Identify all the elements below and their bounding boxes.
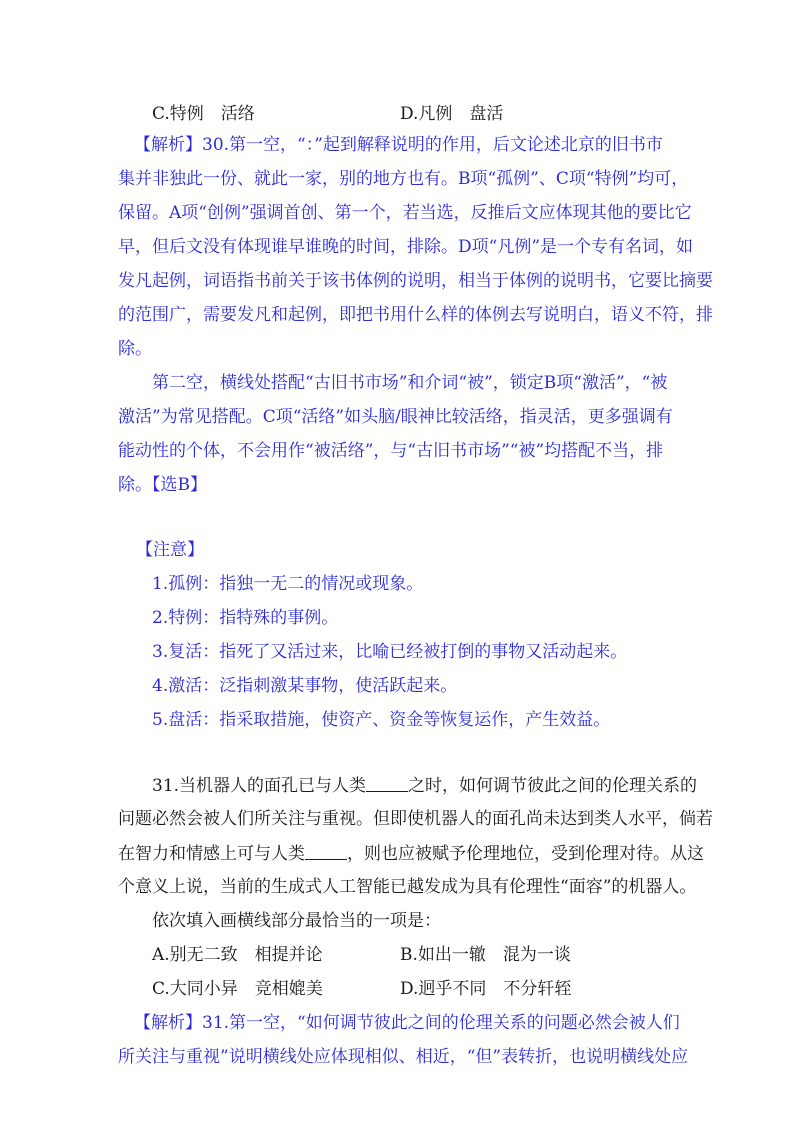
note-title: 【注意】 — [136, 540, 204, 560]
note-item: 1.孤例：指独一无二的情况或现象。 — [152, 574, 424, 594]
q31-stem-text: 在智力和情感上可与人类 — [118, 844, 305, 864]
q31-option-a: A.别无二致 相提并论 — [152, 945, 323, 965]
q31-stem-line-3 — [118, 841, 704, 866]
note-item: 3.复活：指死了又活过来，比喻已经被打倒的事物又活动起来。 — [152, 642, 628, 662]
q31-analysis-line: 【解析】31.第一空，“如何调节彼此之间的伦理关系的问题必然会被人们 — [134, 1013, 680, 1033]
blank-underline — [305, 841, 347, 860]
q31-option-c: C.大同小异 竞相媲美 — [152, 979, 323, 999]
q31-option-d: D.迥乎不同 不分轩轾 — [400, 979, 572, 999]
q30-analysis-line: 激活”为常见搭配。C项“活络”如头脑/眼神比较活络，指灵活，更多强调有 — [118, 407, 673, 427]
q31-option-b: B.如出一辙 混为一谈 — [400, 945, 571, 965]
q31-stem-line-4: 个意义上说，当前的生成式人工智能已越发成为具有伦理性“面容”的机器人。 — [118, 877, 697, 897]
q30-analysis-line: 除。 — [118, 339, 152, 359]
q31-prompt: 依次填入画横线部分最恰当的一项是： — [152, 911, 441, 931]
q31-stem-text: 31.当机器人的面孔已与人类 — [152, 776, 367, 796]
q30-analysis-line: 【解析】30.第一空，“：”起到解释说明的作用，后文论述北京的旧书市 — [134, 135, 663, 155]
q31-stem-text: 之时，如何调节彼此之间的伦理关系的 — [408, 776, 698, 796]
q30-analysis-line: 早，但后文没有体现谁早谁晚的时间，排除。D项“凡例”是一个专有名词，如 — [118, 237, 694, 257]
q30-analysis-line: 保留。A项“创例”强调首创、第一个，若当选，反推后文应体现其他的要比它 — [118, 203, 692, 223]
q30-analysis-line: 的范围广，需要发凡和起例，即把书用什么样的体例去写说明白，语义不符，排 — [118, 305, 713, 325]
q30-analysis-line: 除。【选B】 — [118, 475, 207, 495]
q31-stem-text: ，则也应被赋予伦理地位，受到伦理对待。从这 — [347, 844, 704, 864]
q30-option-c: C.特例 活络 — [152, 104, 255, 124]
note-item: 4.激活：泛指刺激某事物，使活跃起来。 — [152, 676, 458, 696]
note-item: 5.盘活：指采取措施，使资产、资金等恢复运作，产生效益。 — [152, 710, 611, 730]
q30-analysis-line: 第二空，横线处搭配“古旧书市场”和介词“被”，锁定B项“激活”，“被 — [152, 373, 668, 393]
q30-option-d: D.凡例 盘活 — [400, 104, 504, 124]
q31-stem-line-1 — [152, 773, 697, 798]
blank-underline — [366, 773, 408, 792]
q31-analysis-line: 所关注与重视”说明横线处应体现相似、相近，“但”表转折，也说明横线处应 — [118, 1047, 689, 1067]
q31-stem-line-2: 问题必然会被人们所关注与重视。但即使机器人的面孔尚未达到类人水平，倘若 — [118, 809, 713, 829]
q30-analysis-line: 能动性的个体，不会用作“被活络”，与“古旧书市场”“被”均搭配不当，排 — [118, 441, 664, 461]
q30-analysis-line: 发凡起例，词语指书前关于该书体例的说明，相当于体例的说明书，它要比摘要 — [118, 271, 713, 291]
note-item: 2.特例：指特殊的事例。 — [152, 608, 339, 628]
q30-analysis-line: 集并非独此一份、就此一家，别的地方也有。B项“孤例”、C项“特例”均可， — [118, 169, 689, 189]
